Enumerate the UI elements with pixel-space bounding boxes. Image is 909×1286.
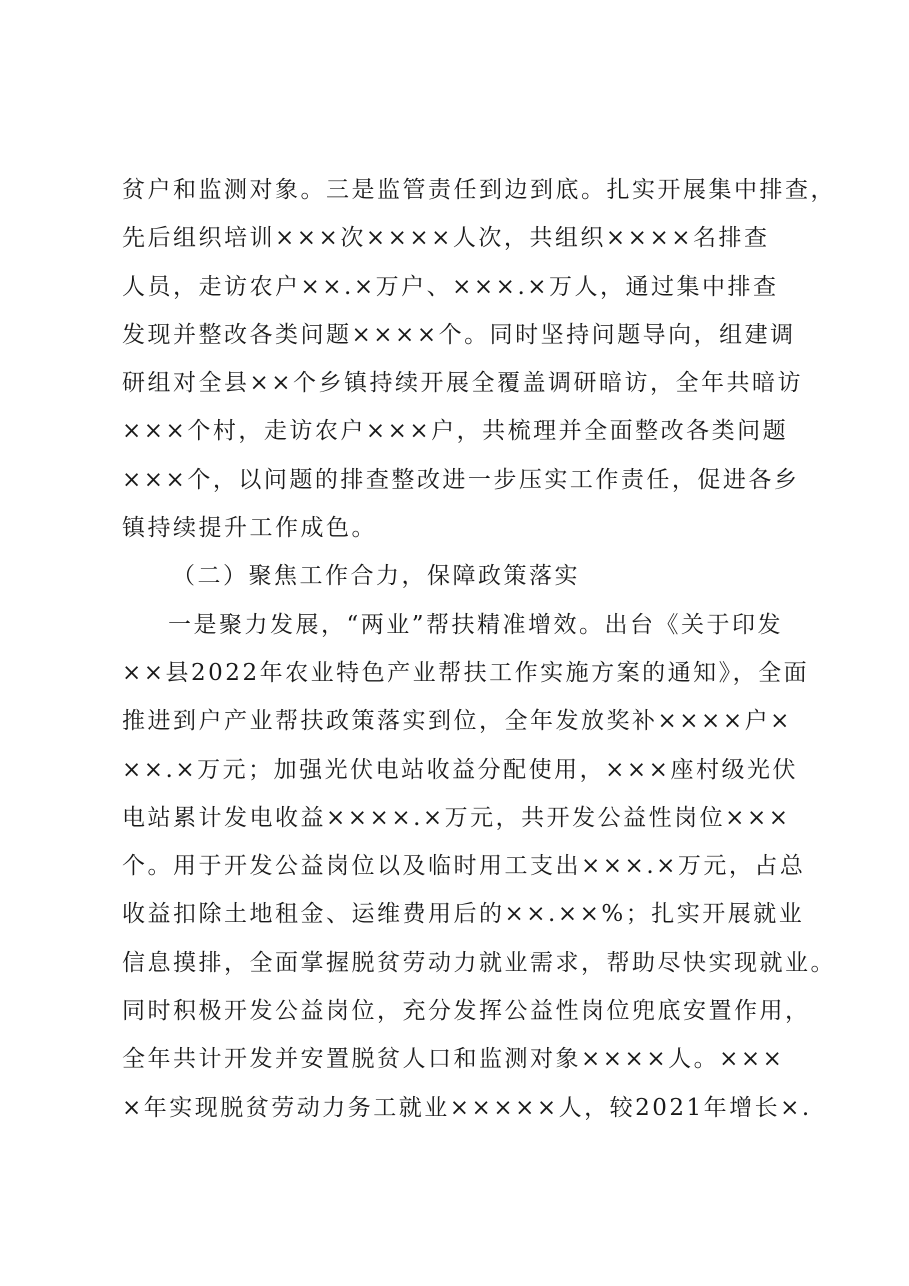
paragraph-line: 先后组织培训×××次××××人次，共组织××××名排查 [122,225,770,252]
paragraph-line: 人员，走访农户××.×万户、×××.×万人，通过集中排查 [122,273,779,300]
paragraph-line: ××县2022年农业特色产业帮扶工作实施方案的通知》，全面 [122,659,810,686]
paragraph-line: 收益扣除土地租金、运维费用后的××.××%；扎实开展就业 [122,901,805,928]
paragraph-line: ××.×万元；加强光伏电站收益分配使用，×××座村级光伏 [122,756,798,783]
paragraph-line: 一是聚力发展，“两业”帮扶精准增效。出台《关于印发 [168,611,784,638]
document-body [122,166,842,1132]
section-heading: （二）聚焦工作合力，保障政策落实 [172,563,580,590]
paragraph-line: ×××个，以问题的排查整改进一步压实工作责任，促进各乡 [122,466,800,493]
paragraph-line: 同时积极开发公益岗位，充分发挥公益性岗位兜底安置作用， [122,998,811,1025]
paragraph-line: ×年实现脱贫劳动力务工就业×××××人，较2021年增长×. [122,1094,812,1121]
paragraph-line: 贫户和监测对象。三是监管责任到边到底。扎实开展集中排查， [122,177,836,203]
paragraph-line: 个。用于开发公益岗位以及临时用工支出×××.×万元，占总 [122,853,806,880]
paragraph-line: 镇持续提升工作成色。 [122,515,377,542]
paragraph-line: ×××个村，走访农户×××户，共梳理并全面整改各类问题 [122,418,789,445]
paragraph-line: 全年共计开发并安置脱贫人口和监测对象××××人。××× [122,1046,785,1073]
paragraph-line: 电站累计发电收益××××.×万元，共开发公益性岗位××× [122,804,791,831]
paragraph-line: 研组对全县××个乡镇持续开展全覆盖调研暗访，全年共暗访 [122,370,804,397]
paragraph-line: 发现并整改各类问题××××个。同时坚持问题导向，组建调 [122,321,796,348]
paragraph-line: 信息摸排，全面掌握脱贫劳动力就业需求，帮助尽快实现就业。 [122,949,836,976]
paragraph-line: 推进到户产业帮扶政策落实到位，全年发放奖补××××户× [122,708,792,735]
